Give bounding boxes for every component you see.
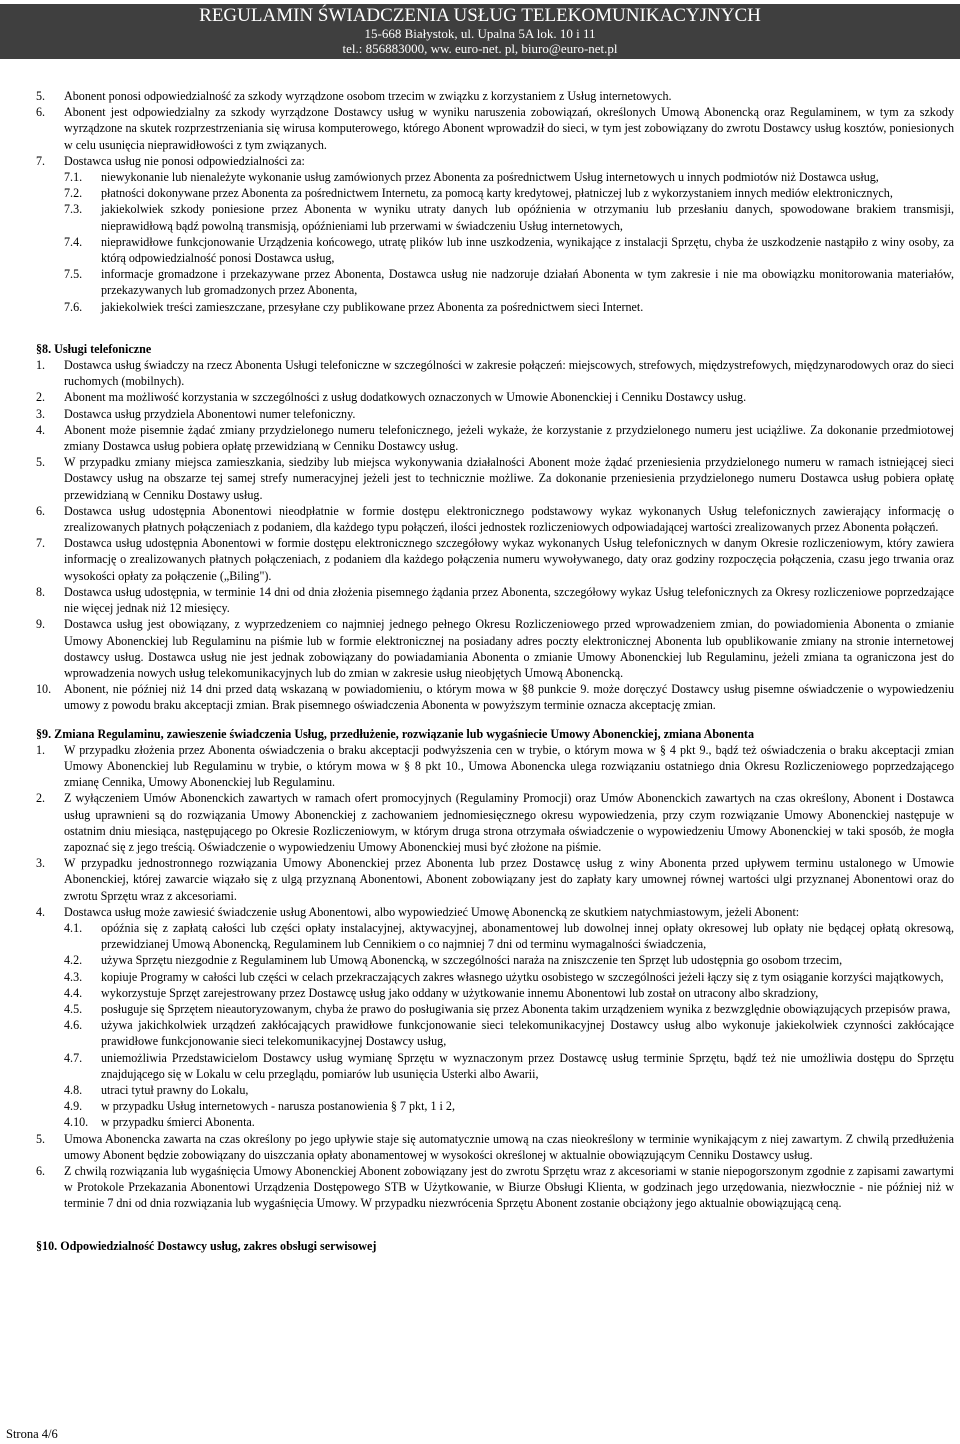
list-item: 2. Z wyłączeniem Umów Abonenckich zawartych w ramach ofert promocyjnych (Regulaminy Promocji) oraz Umów Abonenckich zawartych na czas określony, Abonent i Dostawca usług uprawnieni są do rozwiązania Umowy Abonenckiej z zachowaniem jednomiesięcznego okresu wypowiedzenia, przy czym rozwiązanie Umowy Abonenckiej następuje w ostatnim dniu miesiąca, następującego po Okresie Rozliczeniowym, w którym druga strona otrzymała oświadczenie o wypowiedzeniu Umowy Abonenckiej w taki sposób, że mogła zapoznać się z jego treścią. Oświadczenie o wypowiedzeniu Umowy Abonenckiej musi być złożone na piśmie. [36,791,954,854]
sub-list-item: 4.10. w przypadku śmierci Abonenta. [64,1115,255,1130]
section-heading-8: §8. Usługi telefoniczne [36,341,152,356]
sub-list-item: 7.5. informacje gromadzone i przekazywane przez Abonenta, Dostawca usług nie nadzoruje działań Abonenta w tym zakresie i nie ma obowiązku monitorowania materiałów, przekazywanych lub gromadzonych przez Abonenta, [64,267,954,298]
list-item: 3. Dostawca usług przydziela Abonentowi numer telefoniczny. [36,406,356,421]
sub-list-item: 4.4. wykorzystuje Sprzęt zarejestrowany przez Dostawcę usług jako oddany w użytkowanie innemu Abonentowi lub został on utracony albo skradziony, [64,985,819,1000]
list-item: 10. Abonent, nie później niż 14 dni przed datą wskazaną w powiadomieniu, o którym mowa w §8 punkcie 9. może doręczyć Dostawcy usług pisemne oświadczenie o wypowiedzeniu umowy z powodu braku akceptacji zmian. Brak pisemnego oświadczenia Abonenta w powyższym terminie oznacza akceptację zmian. [36,682,954,713]
list-item: 6. Dostawca usług udostępnia Abonentowi nieodpłatnie w formie dostępu elektronicznego podstawowy wykaz wykonanych Usług telefonicznych zawierający informację o zrealizowanych płatnych połączeniach z podaniem, dla każdego typu połączeń, ilości jednostek rozliczeniowych odpowiadającej wartości zrealizowanych przez Abonenta połączeń. [36,503,954,535]
sub-list-item: 4.6. używa jakichkolwiek urządzeń zakłócających prawidłowe funkcjonowanie sieci telekomunikacyjnej Dostawcy usług albo wykonuje jakiekolwiek czynności zakłócające prawidłowe funkcjonowanie sieci telekomunikacyjnej Dostawcy usług, [64,1018,954,1049]
sub-list-item: 4.9. w przypadku Usług internetowych - narusza postanowienia § 7 pkt, 1 i 2, [64,1099,455,1114]
list-item: 1. W przypadku złożenia przez Abonenta oświadczenia o braku akceptacji podwyższenia cen w trybie, o którym mowa w § 4 pkt 9., bądź też oświadczenia o braku akceptacji zmian Umowy Abonenckiej lub Regulaminu w trybie, o którym mowa w § 8 pkt 10., Umowa Abonencka ulega rozwiązaniu ostatniego dnia Okresu Rozliczeniowego poprzedzającego zmianę Cennika, Umowy Abonenckiej lub Regulaminu. [36,742,954,790]
list-item: 6. Z chwilą rozwiązania lub wygaśnięcia Umowy Abonenckiej Abonent zobowiązany jest do zwrotu Sprzętu wraz z akcesoriami w stanie niepogorszonym zgodnie z zapisami zawartymi w Protokole Przekazania Abonentowi Urządzenia Dostępowego STB w Użytkowanie, w Biurze Obsługi Klienta, w godzinach jego urzędowania, niezwłocznie - nie później niż w terminie 7 dni od dnia rozwiązania lub wygaśnięcia Umowy. W przypadku niezwrócenia Sprzętu Abonent zostanie obciążony jego aktualnie obowiązującą ceną. [36,1164,954,1211]
document-body [36,88,954,1254]
page-number: Strona 4/6 [6,1427,58,1441]
section-heading-9: §9. Zmiana Regulaminu, zawieszenie świadczenia Usług, przedłużenie, rozwiązanie lub wygaśniecie Umowy Abonenckiej, zmiana Abonenta [36,726,755,741]
sub-list-item: 7.1. niewykonanie lub nienależyte wykonanie usług zamówionych przez Abonenta za pośrednictwem Usług internetowych u innych podmiotów niż Dostawca usług, [64,170,879,185]
list-item: 3. W przypadku jednostronnego rozwiązania Umowy Abonenckiej przez Abonenta lub przez Dostawcę usług z winy Abonenta przed upływem terminu ustalonego w Umowie Abonenckiej, której zawarcie wiązało się z ulgą przyznaną Abonentowi, Abonent zobowiązany jest do zapłaty kary umownej równej wartości ulgi przyznanej Abonentowi oraz do zwrotu Sprzętu wraz z akcesoriami. [36,856,954,903]
section-heading-10: §10. Odpowiedzialność Dostawcy usług, zakres obsługi serwisowej [36,1238,377,1253]
sub-list-item: 7.2. płatności dokonywane przez Abonenta za pośrednictwem Internetu, za pomocą karty kredytowej, płatniczej lub z wykorzystaniem innych mediów elektronicznych, [64,186,893,201]
sub-list-item: 4.3. kopiuje Programy w całości lub części w celach przekraczających zakres własnego użytku osobistego w szczególności jeżeli łączy się z tym osiąganie korzyści majątkowych, [64,969,944,984]
sub-list-item: 7.4. nieprawidłowe funkcjonowanie Urządzenia końcowego, utratę plików lub inne uszkodzenia, wynikające z instalacji Sprzętu, chyba że uszkodzenie nastąpiło z winy osoby, za którą odpowiedzialność ponosi Dostawca usług, [64,234,954,266]
list-item: 6. Abonent jest odpowiedzialny za szkody wyrządzone Dostawcy usług w wyniku naruszenia zobowiązań, określonych Umową Abonencką oraz Regulaminem, w tym za szkody wyrządzone na skutek rozprzestrzeniania się wirusa komputerowego, którego Abonent wprowadził do sieci, w tym jest zobowiązany do zwrotu Dostawcy usług kosztów, poniesionych w celu usunięcia nieprawidłowości z tym związanych. [36,105,954,152]
sub-list-item: 4.2. używa Sprzętu niezgodnie z Regulaminem lub Umową Abonencką, w szczególności naraża na zniszczenie ten Sprzęt lub udostępnia go osobom trzecim, [64,953,843,968]
header-address: 15-668 Białystok, ul. Upalna 5A lok. 10 i 11 [364,26,596,41]
list-item: 7. Dostawca usług udostępnia Abonentowi w formie dostępu elektronicznego szczegółowy wykaz wykonanych Usług telefonicznych w danym Okresie rozliczeniowym, który zawiera informację o zrealizowanych płatnych połączeniach, z podaniem dla każdego połączenia numeru wywoływanego, daty oraz godziny rozpoczęcia połączenia, czasu jego trwania oraz wysokości opłaty za połączenie („Biling"). [36,536,954,583]
list-item: 5. W przypadku zmiany miejsca zamieszkania, siedziby lub miejsca wykonywania działalności Abonent może żądać przeniesienia przydzielonego numeru w ramach istniejącej sieci Dostawcy usług na obszarze tej samej strefy numeracyjnej jeżeli jest to technicznie możliwe. Za dokonanie przeniesienia przydzielonego numeru Dostawca usług pobiera opłatę przewidzianą w Cenniku Dostawy usług. [36,455,954,502]
header-title: REGULAMIN ŚWIADCZENIA USŁUG TELEKOMUNIKACYJNYCH [199,5,761,26]
list-item: 9. Dostawca usług jest obowiązany, z wyprzedzeniem co najmniej jednego pełnego Okresu Rozliczeniowego przed wprowadzeniem zmian, do powiadomienia Abonenta o zmianie Umowy Abonenckiej lub Regulaminu na piśmie lub w formie elektronicznej na posiadany adres poczty elektronicznej Abonenta lub opublikowanie zmiany na stronie internetowej dostawcy usług. Dostawca usług nie jest jednak zobowiązany do powiadamiania Abonenta o zmianie Umowy Abonenckiej lub Regulaminu, jeżeli zmiana ta ograniczona jest do wprowadzenia nowych usług telekomunikacyjnych lub do zmian w zakresie usług nieobjętych Umową Abonencką. [36,617,954,680]
list-item: 2. Abonent ma możliwość korzystania w szczególności z usług dodatkowych oznaczonych w Umowie Abonenckiej i Cenniku Dostawcy usług. [36,390,747,405]
list-item: 4. Dostawca usług może zawiesić świadczenie usług Abonentowi, albo wypowiedzieć Umowę Abonencką ze skutkiem natychmiastowym, jeżeli Abonent: [36,904,800,919]
page-header [0,4,960,59]
list-item: 5. Abonent ponosi odpowiedzialność za szkody wyrządzone osobom trzecim w związku z korzystaniem z Usług internetowych. [36,89,672,103]
sub-list-item: 4.8. utraci tytuł prawny do Lokalu, [64,1082,249,1097]
sub-list-item: 7.6. jakiekolwiek treści zamieszczane, przesyłane czy publikowane przez Abonenta za pośrednictwem sieci Internet. [64,299,644,314]
list-item: 7. Dostawca usług nie ponosi odpowiedzialności za: [36,153,305,168]
header-contact: tel.: 856883000, ww. euro-net. pl, biuro@euro-net.pl [342,41,618,56]
sub-list-item: 7.3. jakiekolwiek szkody poniesione przez Abonenta w wyniku utraty danych lub opóźnienia w otrzymaniu lub przesłaniu danych, spowodowane brakiem transmisji, nieprawidłową bądź powolną transmisją, opóźnieniami lub przerwami w świadczeniu Usług internetowych, [64,202,954,233]
list-item: 8. Dostawca usług udostępnia, w terminie 14 dni od dnia złożenia pisemnego żądania przez Abonenta, szczegółowy wykaz Usług telefonicznych za Okresy rozliczeniowe poprzedzające nie więcej jednak niż 12 miesięcy. [36,584,954,616]
sub-list-item: 4.1. opóźnia się z zapłatą całości lub części opłaty instalacyjnej, aktywacyjnej, abonamentowej lub dowolnej innej opłaty okresowej lub opłaty nie będącej opłatą okresową, przewidzianej Umową Abonencką, Regulaminem lub Cennikiem o co najmniej 7 dni od terminu wymagalności świadczenia, [64,920,954,952]
list-item: 4. Abonent może pisemnie żądać zmiany przydzielonego numeru telefonicznego, jeżeli wykaże, że korzystanie z przydzielonego numeru jest uciążliwe. Za dokonanie przedmiotowej zmiany Dostawca usług pobiera opłatę przewidzianą w Cenniku Dostawcy usług. [36,422,954,454]
list-item: 1. Dostawca usług świadczy na rzecz Abonenta Usługi telefoniczne w szczególności w zakresie połączeń: miejscowych, strefowych, międzystrefowych, międzynarodowych oraz do sieci ruchomych (mobilnych). [36,358,954,389]
list-item: 5. Umowa Abonencka zawarta na czas określony po jego upływie staje się automatycznie umową na czas nieokreślony w terminie wynikającym z niej zawartym. Z chwilą przedłużenia umowy Abonent będzie zobowiązany do uiszczania opłaty abonamentowej w wysokości określonej w aktualnie obowiązującym Cenniku Dostawcy usług. [36,1131,954,1162]
sub-list-item: 4.7. uniemożliwia Przedstawicielom Dostawcy usług wymianę Sprzętu w wyznaczonym przez Dostawcę usług terminie Sprzętu, bądź też nie umożliwia dostępu do Sprzętu znajdującego się w Lokalu w celu przeglądu, pomiarów lub usunięcia Usterki albo Awarii, [64,1050,954,1081]
sub-list-item: 4.5. posługuje się Sprzętem nieautoryzowanym, chyba że prawo do posługiwania się przez Abonenta takim urządzeniem wynika z bezwzględnie obowiązujących przepisów prawa, [64,1001,951,1016]
